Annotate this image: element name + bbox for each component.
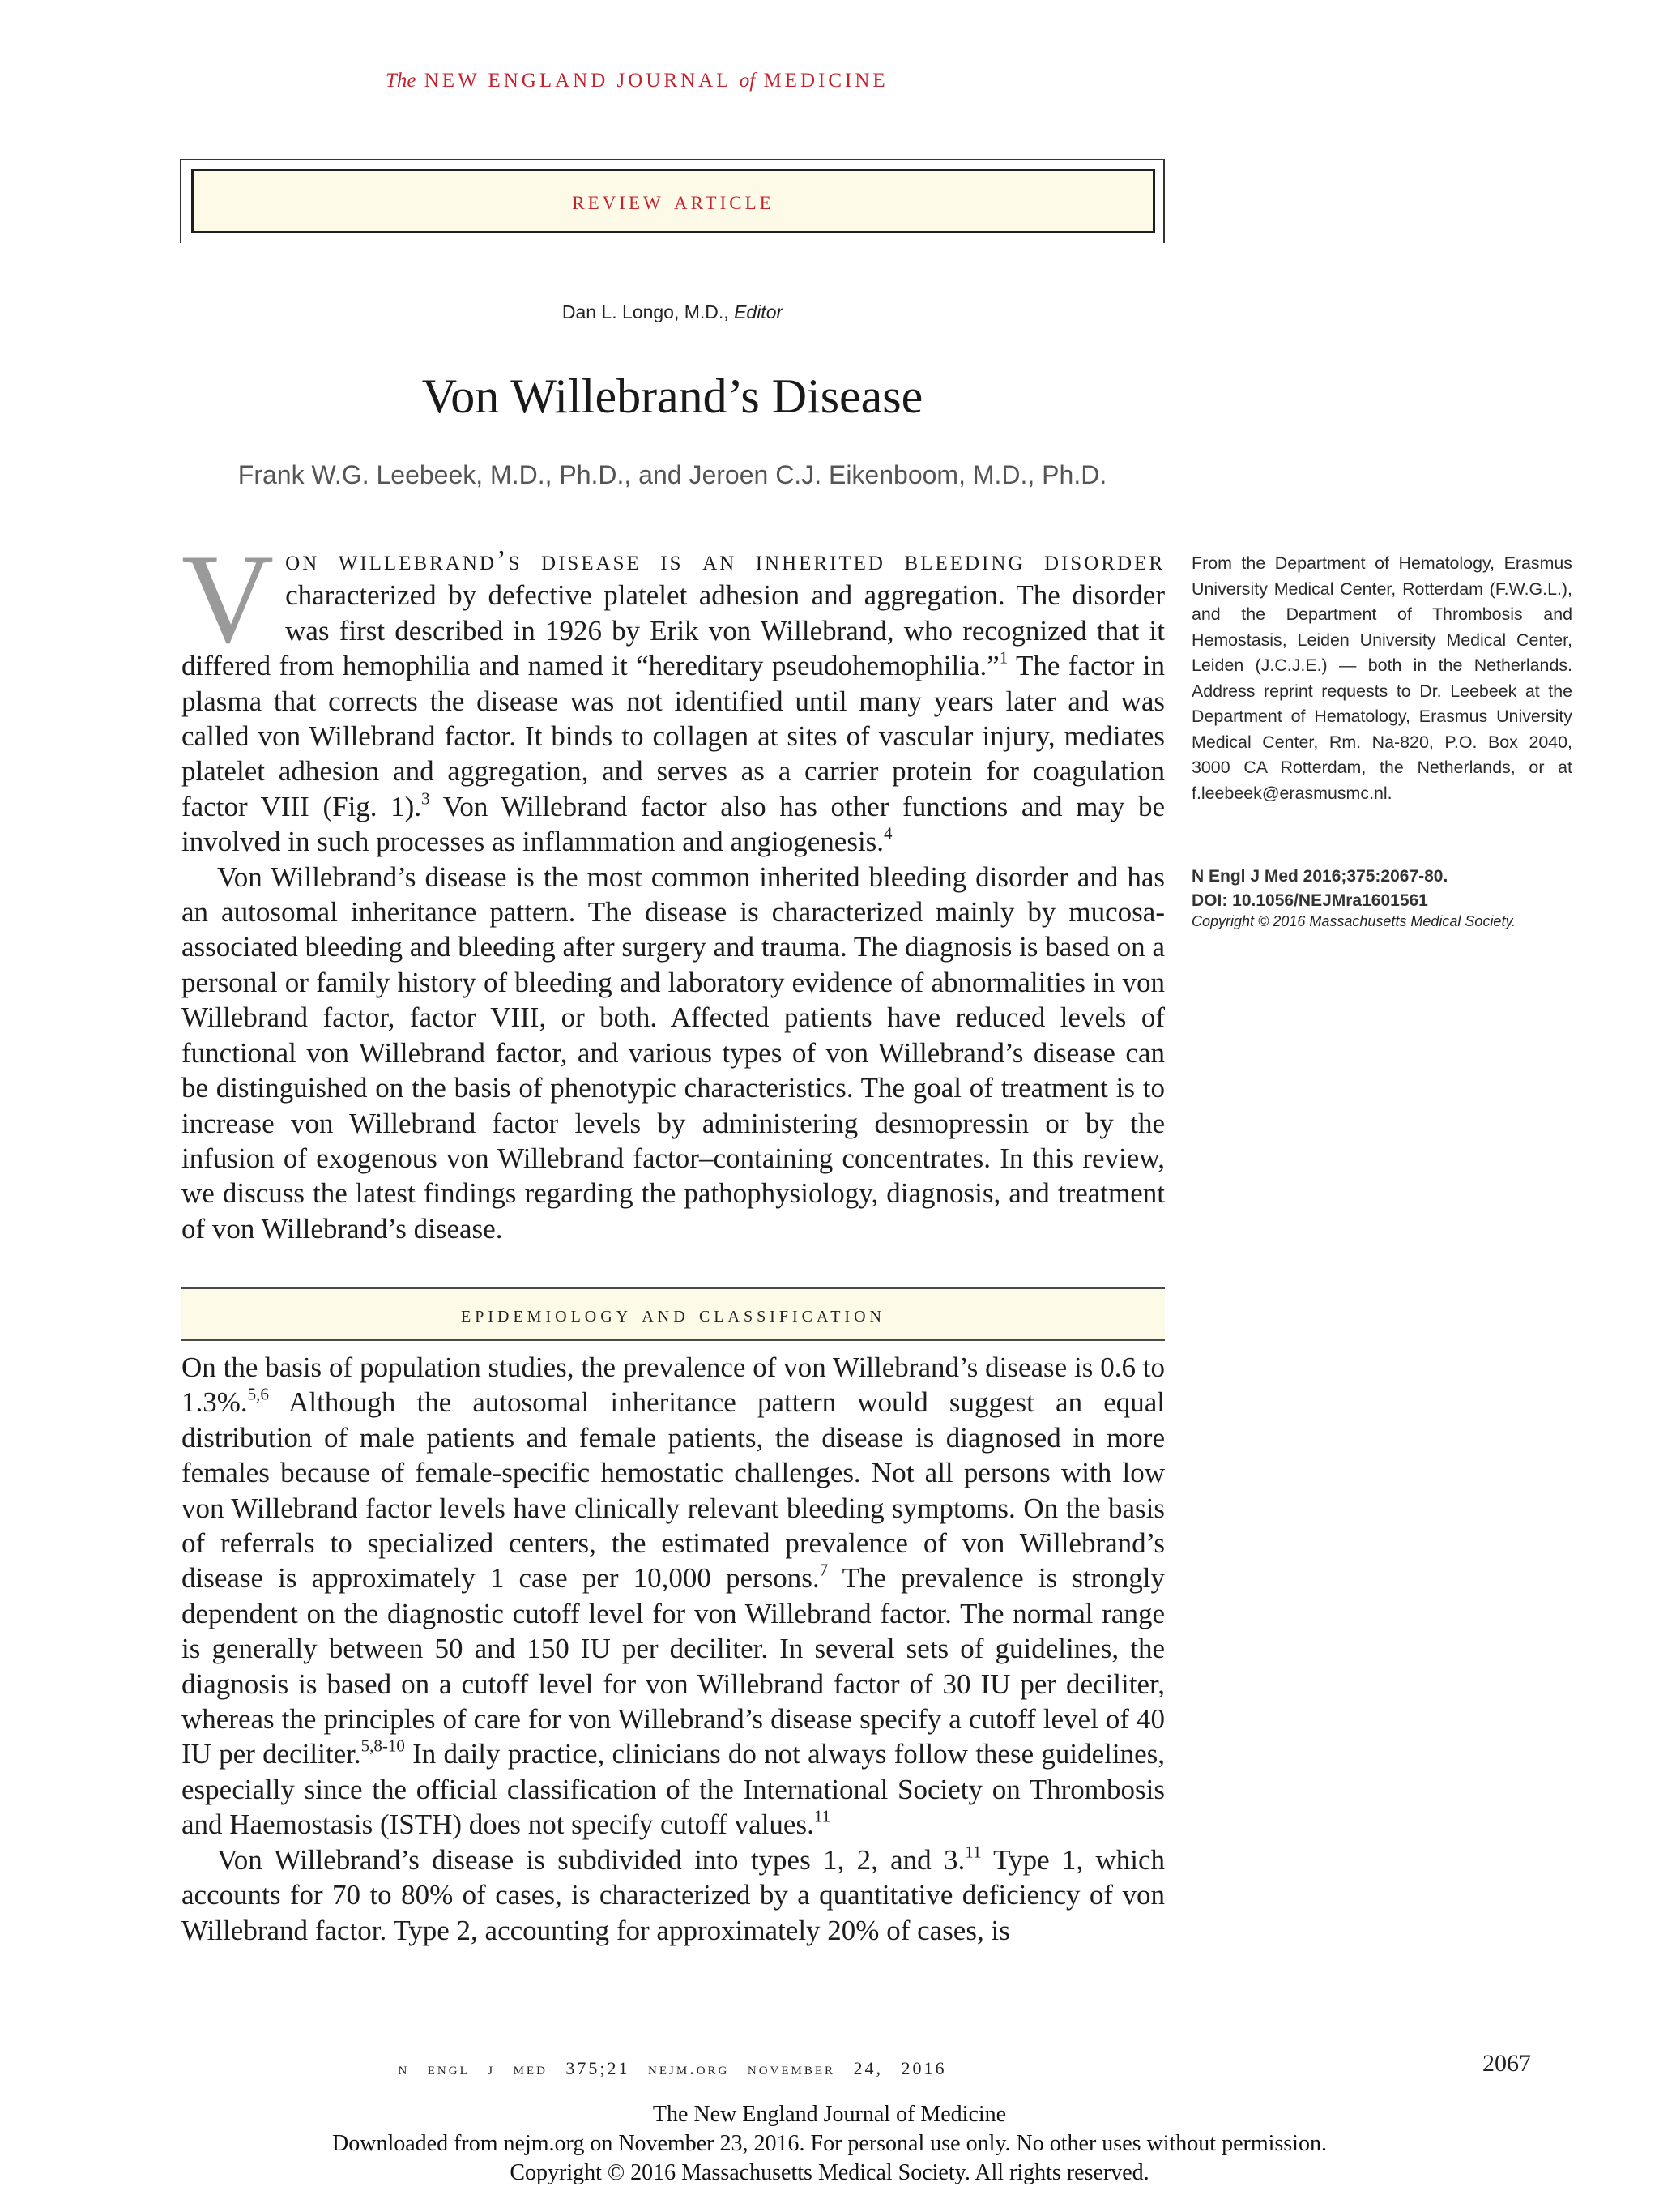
epidemiology-paragraph-1: [181, 1350, 1165, 1843]
intro-paragraph-1: [181, 528, 1166, 860]
download-notice-journal: The New England Journal of Medicine: [652, 2102, 1007, 2127]
intro-text: The factor in plasma that corrects the disease was not identified until many years later and was called von Willebrand factor. It binds to collagen at sites of vascular injury, mediates platelet adhesion and aggregation, and serves as a carrier protein for coagulation factor VIII (Fig. 1).: [181, 650, 1165, 822]
reference-link[interactable]: 3: [421, 788, 430, 809]
reference-link[interactable]: 7: [819, 1560, 829, 1580]
section-heading-label: epidemiology and classification: [461, 1300, 885, 1327]
section-heading: [181, 1287, 1165, 1341]
download-notice: [181, 2100, 1478, 2188]
reference-link[interactable]: 5,8-10: [360, 1736, 405, 1756]
footer-date: november 24, 2016: [747, 2058, 947, 2078]
drop-cap: V: [181, 528, 275, 670]
article-type-label: review article: [572, 186, 774, 216]
running-head-journal-b: MEDICINE: [763, 70, 889, 92]
sidebar-affiliation: [1192, 551, 1572, 806]
page-number: 2067: [1482, 2050, 1531, 2077]
intro-paragraph-2: Von Willebrand’s disease is the most common inherited bleeding disorder and has an autosomal inheritance pattern. The disease is characterized mainly by mucosa-associated bleeding and bleeding after surgery and trauma. The diagnosis is based on a personal or family history of bleeding and laboratory evidence of abnormalities in von Willebrand factor, factor VIII, or both. Affected patients have reduced levels of functional von Willebrand factor, and various types of von Willebrand’s disease can be distinguished on the basis of phenotypic characteristics. The goal of treatment is to increase von Willebrand factor levels by administering desmopressin or by the infusion of exogenous von Willebrand factor–containing concentrates. In this review, we discuss the latest findings regarding the pathophysiology, diagnosis, and treatment of von Willebrand’s disease.: [181, 860, 1165, 1245]
citation-block: [1192, 865, 1572, 913]
body-text: On the basis of population studies, the prevalence of von Willebrand’s disease is 0.6 to 1.3%.: [181, 1352, 1165, 1419]
footer-site[interactable]: nejm.org: [648, 2058, 730, 2078]
page-footer: [180, 2058, 1165, 2079]
editor-role: Editor: [734, 301, 783, 322]
lead-in: on willebrand’s disease is an inherited bleeding disorder: [285, 544, 1165, 576]
running-head-the: The: [386, 70, 416, 92]
intro-text: Von Willebrand factor also has other functions and may be involved in such processes as inflammation and angiogenesis.: [181, 790, 1166, 858]
epidemiology-section: [181, 1350, 1165, 1948]
intro-text: characterized by defective platelet adhesion and aggregation. The disorder was first described in 1926 by Erik von Willebrand, who recognized that it differed from hemophilia and named it “hereditary pseudohemophilia.”: [181, 579, 1165, 682]
reference-link[interactable]: 5,6: [247, 1384, 269, 1404]
download-notice-copyright: Copyright © 2016 Massachusetts Medical Society. All rights reserved.: [510, 2160, 1149, 2185]
body-text: Although the autosomal inheritance pattern would suggest an equal distribution of male patients and female patients, the disease is diagnosed in more females because of female-specific hemostatic challenges. Not all persons with low von Willebrand factor levels have clinically relevant bleeding symptoms. On the basis of referrals to specialized centers, the estimated prevalence of von Willebrand’s disease is approximately 1 case per 10,000 persons.: [181, 1386, 1165, 1595]
article-type-banner: [191, 169, 1155, 233]
footer-journal-ref: n engl j med 375;21: [398, 2058, 630, 2078]
sidebar-copyright: Copyright © 2016 Massachusetts Medical Society.: [1192, 913, 1516, 929]
editor-name: Dan L. Longo, M.D.,: [561, 301, 729, 322]
article-title: Von Willebrand’s Disease: [421, 369, 923, 423]
reference-link[interactable]: 4: [884, 823, 893, 843]
body-text: Type 1, which accounts for 70 to 80% of cases, is characterized by a quantitative deficiency of von Willebrand factor. Type 2, accounting for approximately 20% of cases, is: [181, 1843, 1165, 1946]
running-head-journal-a: NEW ENGLAND JOURNAL: [424, 70, 731, 92]
body-text: The prevalence is strongly dependent on the diagnostic cutoff level for von Willebrand factor. The normal range is generally between 50 and 150 IU per deciliter. In several sets of guidelines, the diagnosis is based on a cutoff level for von Willebrand factor of 30 IU per deciliter, whereas the principles of care for von Willebrand’s disease specify a cutoff level of 40 IU per deciliter.: [181, 1562, 1166, 1770]
running-head: [386, 70, 969, 92]
running-head-of: of: [739, 70, 756, 92]
download-notice-terms: Downloaded from nejm.org on November 23, 2016. For personal use only. No other uses without permission.: [332, 2131, 1327, 2156]
citation-text: N Engl J Med 2016;375:2067-80.: [1192, 867, 1448, 886]
body-text: Von Willebrand’s disease is subdivided into types 1, 2, and 3.: [217, 1843, 966, 1876]
reference-link[interactable]: 11: [813, 1806, 831, 1826]
doi-link[interactable]: DOI: 10.1056/NEJMra1601561: [1192, 891, 1428, 910]
body-text: In daily practice, clinicians do not always follow these guidelines, especially since the official classification of the International Society on Thrombosis and Haemostasis (ISTH) does not specify cutoff values.: [181, 1738, 1165, 1841]
epidemiology-paragraph-2: [181, 1843, 1165, 1948]
reference-link[interactable]: 1: [999, 647, 1009, 668]
intro-section: [181, 528, 1166, 1246]
affiliation-text: From the Department of Hematology, Erasmus University Medical Center, Rotterdam (F.W.G.L.), and the Department of Thrombosis and Hemostasis, Leiden University Medical Center, Leiden (J.C.J.E.) — both in the Netherlands. Address reprint requests to Dr. Leebeek at the Department of Hematology, Erasmus University Medical Center, Rm. Na-820, P.O. Box 2040, 3000 CA Rotterdam, the Netherlands, or at f.leebeek@erasmusmc.nl.: [1192, 553, 1572, 803]
article-authors: Frank W.G. Leebeek, M.D., Ph.D., and Jeroen C.J. Eikenboom, M.D., Ph.D.: [237, 460, 1107, 489]
reference-link[interactable]: 11: [965, 1842, 982, 1861]
editor-line: [180, 301, 1165, 323]
